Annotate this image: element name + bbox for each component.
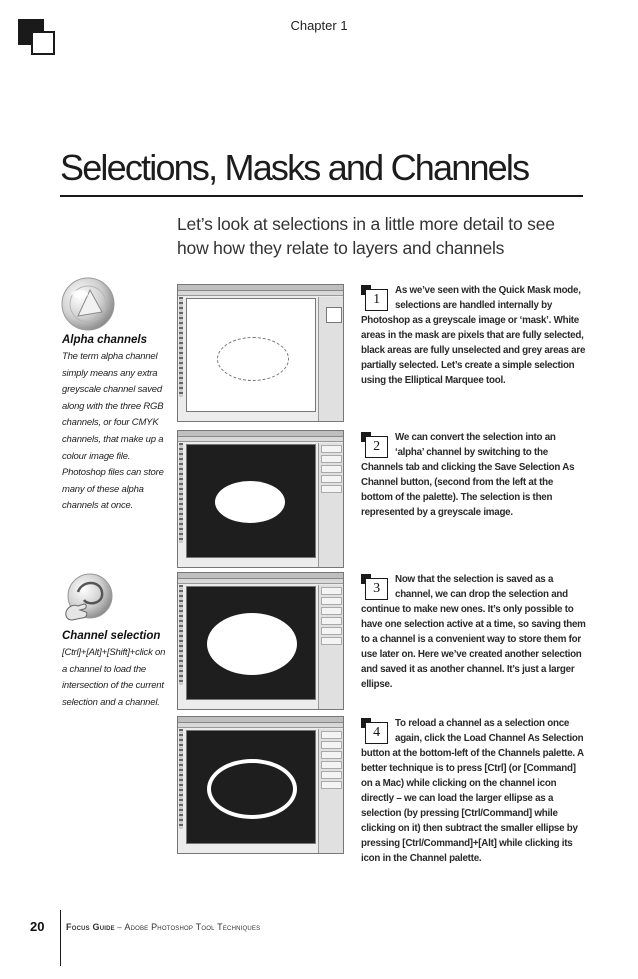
channel-row [321,607,342,615]
footer-divider [60,910,61,966]
document-canvas [186,298,316,412]
toolbox [179,729,183,829]
step-number: 4 [365,722,388,744]
tip-body-channel-selection: [Ctrl]+[Alt]+[Shift]+click on a channel to load the intersection of the current selection and a channel. [62,647,166,708]
palette-panel [318,297,344,421]
channel-row [321,781,342,789]
options-bar [178,291,343,296]
running-footer [66,922,260,932]
step-badge [361,574,389,602]
screenshot-save-selection-channel [177,430,344,568]
step-text: As we’ve seen with the Quick Mask mode, selections are handled internally by Photoshop as a greyscale image or ‘mask’. White areas in the mask are pixels that are fully selected, black areas are fully unselected and grey areas are partially selected. Let’s create a simple selection using the Elliptical Marquee tool. [361,285,586,386]
alpha-channel-canvas [186,444,316,558]
channel-row [321,731,342,739]
options-bar [178,723,343,728]
intro-text: Let’s look at selections in a little more detail to see how how they relate to layers and channels [177,214,555,258]
ring-selection-mask [207,759,297,819]
marquee-selection [217,337,289,381]
step-badge [361,285,389,313]
channel-row [321,587,342,595]
channel-row [321,751,342,759]
disc-icon [60,276,116,332]
corner-logo-front [31,31,55,55]
step-number: 2 [365,436,388,458]
step-number: 3 [365,578,388,600]
toolbox [179,297,183,397]
screenshot-load-channel-selection [177,716,344,854]
page-number: 20 [30,919,45,934]
step-badge [361,432,389,460]
options-bar [178,437,343,442]
alpha-channel-canvas [186,730,316,844]
step-3 [361,572,586,692]
screenshot-larger-ellipse-channel [177,572,344,710]
channels-palette [318,585,344,709]
channel-row [321,597,342,605]
hand-lasso-icon [60,572,116,628]
channel-row [321,455,342,463]
step-number: 1 [365,289,388,311]
step-1 [361,283,586,388]
title-divider [60,195,583,197]
tip-body-alpha-channels: The term alpha channel simply means any extra greyscale channel saved along with the three RGB channels, or four CMYK channels, that make up a colour image file. Photoshop files can store many of these alpha channels at once. [62,351,164,512]
channel-row [321,445,342,453]
tip-title-channel-selection: Channel selection [62,630,161,642]
footer-subtitle: Adobe Photoshop Tool Techniques [124,922,261,932]
large-ellipse-mask [207,613,297,675]
channel-row [321,485,342,493]
channel-row [321,637,342,645]
color-swatch [326,307,342,323]
step-4 [361,716,586,866]
channel-row [321,627,342,635]
channel-row [321,475,342,483]
options-bar [178,579,343,584]
channels-palette [318,443,344,567]
alpha-channel-canvas [186,586,316,700]
footer-separator: – [114,923,125,932]
small-ellipse-mask [215,481,285,523]
channel-row [321,761,342,769]
screenshot-elliptical-marquee [177,284,344,422]
channel-row [321,617,342,625]
footer-guide-name: Focus Guide [66,922,115,932]
channel-row [321,771,342,779]
channel-row [321,465,342,473]
step-text: We can convert the selection into an ‘alpha’ channel by switching to the Channels tab and clicking the Save Selection As Channel button, (second from the left at the bottom of the palette). The selection is then represented by a greyscale image. [361,432,575,518]
step-text: To reload a channel as a selection once again, click the Load Channel As Selection button at the bottom-left of the Channels palette. A better technique is to press [Ctrl] (or [Command] on a Mac) while clicking on the channel icon directly – we can load the larger ellipse as a selection (by pressing [Ctrl/Command] while clicking on it) then subtract the smaller ellipse by pressing [Ctrl/Command]+[Alt] while clicking its icon in the Channel palette. [361,718,584,864]
tip-title-alpha-channels: Alpha channels [62,334,147,346]
step-badge [361,718,389,746]
step-2 [361,430,586,520]
channels-palette [318,729,344,853]
toolbox [179,585,183,685]
channel-row [321,741,342,749]
chapter-label: Chapter 1 [290,18,348,33]
toolbox [179,443,183,543]
step-text: Now that the selection is saved as a channel, we can drop the selection and continue to make new ones. It’s only possible to have one selection active at a time, so saving them to a channel is a convenient way to store them for use later on. Here we’ve created another selection and saved it as another channel. It’s just a larger ellipse. [361,574,586,690]
page-title: Selections, Masks and Channels [60,147,529,188]
